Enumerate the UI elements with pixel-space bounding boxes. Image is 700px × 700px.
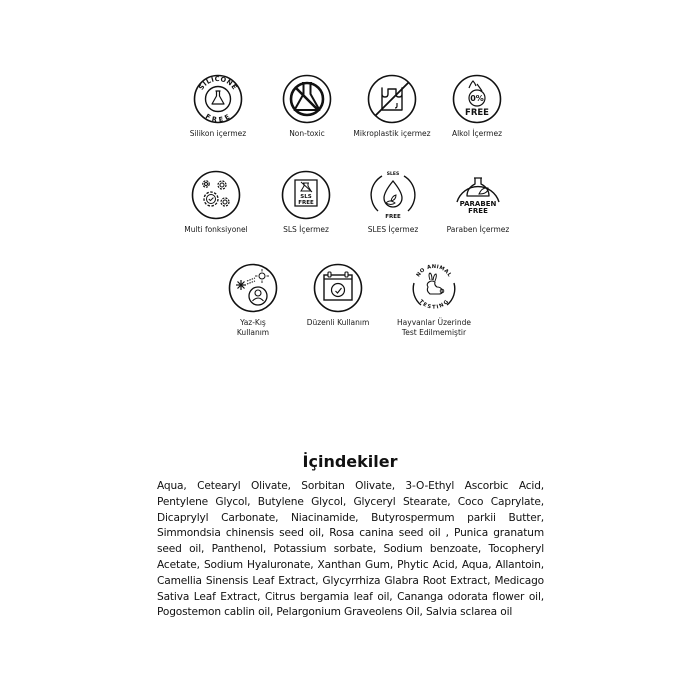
badge-non-toxic (262, 74, 352, 139)
summer-winter-icon (228, 263, 278, 313)
badge-label: Silikon içermez (189, 129, 247, 138)
svg-text:PARABEN: PARABEN (459, 200, 497, 208)
badge-multi-function (171, 170, 261, 235)
badge-paraben-free (433, 170, 523, 235)
badge-alcohol-free (432, 74, 522, 139)
svg-text:SILICONE: SILICONE (197, 74, 239, 92)
badge-silicone-free (173, 74, 263, 139)
sls-free-icon (281, 170, 331, 220)
microplastic-free-icon (367, 74, 417, 124)
svg-text:0%: 0% (470, 94, 484, 103)
badge-sls-free (261, 170, 351, 235)
alcohol-free-icon (452, 74, 502, 124)
badge-sles-free (348, 170, 438, 235)
ingredients-title: İçindekiler (302, 452, 398, 471)
regular-use-icon (313, 263, 363, 313)
svg-text:FREE: FREE (468, 207, 488, 215)
paraben-free-icon (453, 170, 503, 220)
svg-text:SLES: SLES (386, 172, 400, 177)
badge-label: Multi fonksiyonel (184, 225, 248, 234)
badge-label: Paraben İçermez (446, 225, 510, 234)
svg-text:NO ANIMAL: NO ANIMAL (415, 263, 453, 279)
badge-label: Alkol İçermez (451, 129, 503, 138)
no-animal-testing-icon (409, 263, 459, 313)
svg-text:TESTING: TESTING (417, 298, 451, 311)
svg-text:FREE: FREE (385, 214, 401, 220)
ingredients-list: Aqua, Cetearyl Olivate, Sorbitan Olivate, 3-O-Ethyl Ascorbic Acid, Pentylene Glycol, Butylene Glycol, Glyceryl Stearate, Coco Caprylate, Dicaprylyl Carbonate, Niacinamide, Butyrospermum parkii Butter, Simmondsia chinensis seed oil, Rosa canina seed oil , Punica granatum seed oil, Panthenol, Potassium sorbate, Sodium benzoate, Tocopheryl Acetate, Sodium Hyaluronate, Xanthan Gum, Phytic Acid, Aqua, Allantoin, Camellia Sinensis Leaf Extract, Glycyrrhiza Glabra Root Extract, Medicago Sativa Leaf Extract, Citrus bergamia leaf oil, Cananga odorata flower oil, Pogostemon cablin oil, Pelargonium Graveolens Oil, Salvia sclarea oil (157, 480, 544, 619)
badge-label: SLS İçermez (283, 225, 329, 234)
badge-no-animal-testing (389, 263, 479, 338)
badge-label: Yaz-Kış Kullanım (236, 318, 270, 337)
svg-text:SLS: SLS (300, 194, 312, 200)
badge-label: Mikroplastik içermez (353, 129, 431, 138)
svg-text:FREE: FREE (203, 112, 233, 124)
sles-free-icon (368, 170, 418, 220)
svg-text:FREE: FREE (298, 200, 314, 206)
silicone-free-icon (193, 74, 243, 124)
badge-label: Düzenli Kullanım (306, 318, 370, 327)
multi-function-icon (191, 170, 241, 220)
svg-text:FREE: FREE (465, 108, 489, 118)
badge-label: Non-toxic (289, 129, 325, 138)
badge-label: SLES İçermez (367, 225, 419, 234)
badge-microplastic-free (347, 74, 437, 139)
badge-summer-winter (208, 263, 298, 338)
badge-label: Hayvanlar Üzerinde Test Edilmemiştir (397, 318, 471, 337)
badge-regular-use (293, 263, 383, 328)
non-toxic-icon (282, 74, 332, 124)
